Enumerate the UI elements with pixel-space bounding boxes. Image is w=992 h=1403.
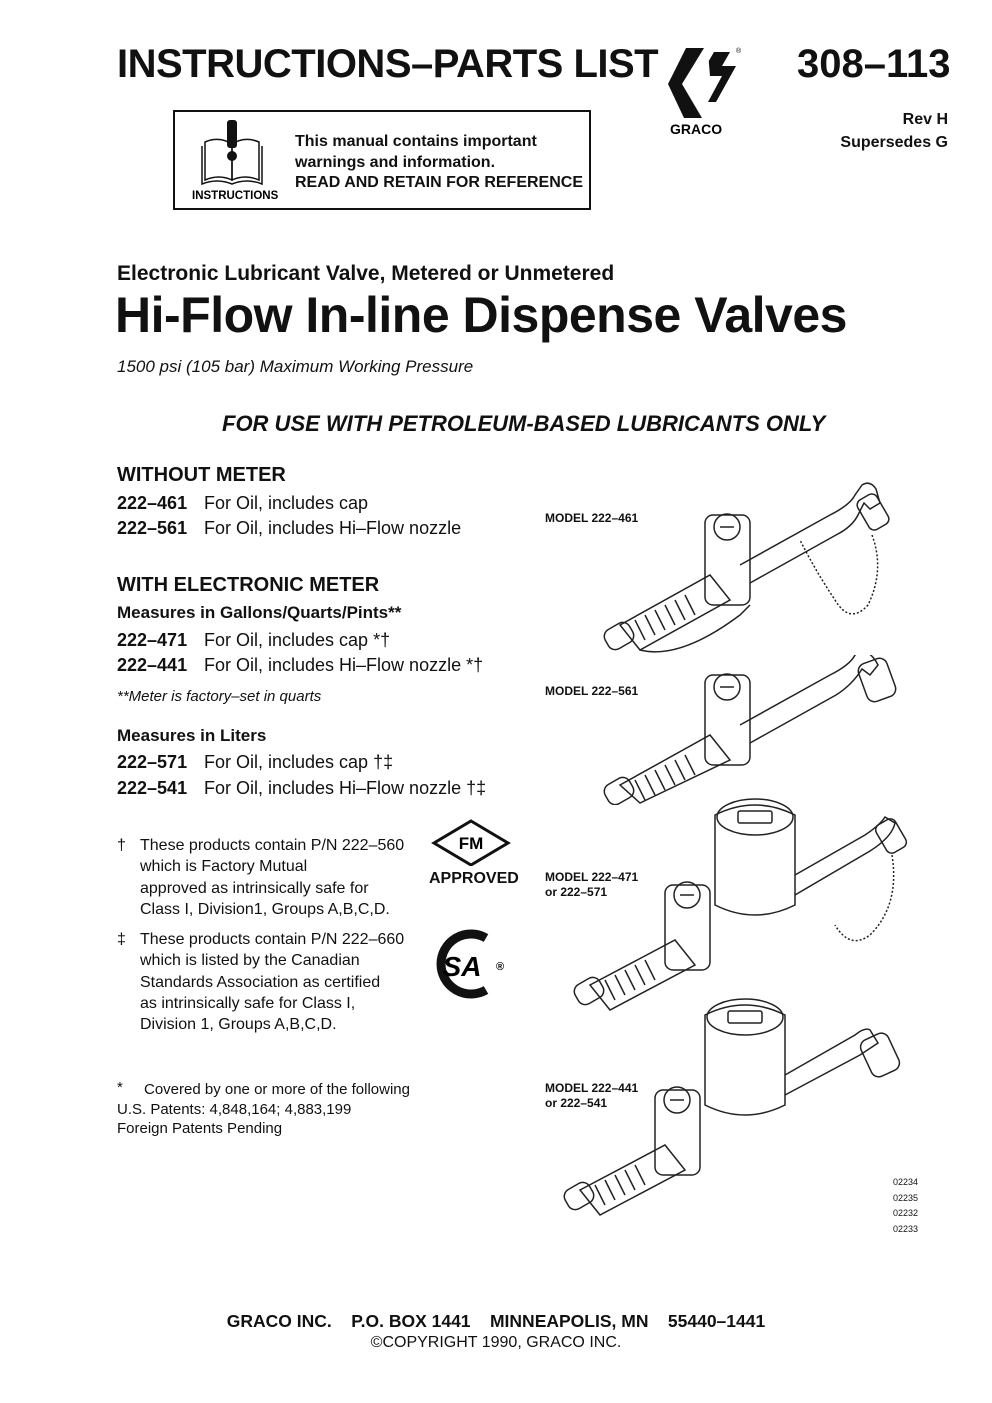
instructions-icon-label: INSTRUCTIONS bbox=[192, 190, 279, 202]
footnote-line: which is listed by the Canadian bbox=[140, 952, 360, 970]
max-pressure: 1500 psi (105 bar) Maximum Working Pressure bbox=[117, 357, 474, 376]
fm-footnote-text bbox=[140, 835, 404, 920]
footnote-line: as intrinsically safe for Class I, bbox=[140, 994, 356, 1012]
gallons-heading: Measures in Gallons/Quarts/Pints** bbox=[117, 603, 402, 622]
patent-line: Foreign Patents Pending bbox=[117, 1120, 283, 1137]
product-row bbox=[117, 778, 486, 799]
copyright-notice: ©COPYRIGHT 1990, GRACO INC. bbox=[370, 1334, 622, 1351]
document-title: INSTRUCTIONS–PARTS LIST bbox=[117, 42, 659, 86]
part-description: For Oil, includes cap *† bbox=[204, 630, 391, 650]
valve-illustration-222-471 bbox=[570, 795, 910, 1025]
part-description: For Oil, includes Hi–Flow nozzle bbox=[204, 518, 462, 538]
svg-text:SA: SA bbox=[442, 951, 482, 982]
csa-footnote-text bbox=[140, 929, 404, 1035]
graco-logo bbox=[664, 44, 744, 139]
footnote-line: which is Factory Mutual bbox=[140, 858, 308, 876]
model-label-line: or 222–541 bbox=[545, 1096, 608, 1110]
part-description: For Oil, includes cap †‡ bbox=[204, 752, 394, 772]
footnote-line: These products contain P/N 222–560 bbox=[140, 837, 405, 854]
graco-logo-text: GRACO bbox=[670, 121, 723, 137]
patent-asterisk: * bbox=[117, 1079, 123, 1096]
figure-number: 02235 bbox=[893, 1192, 919, 1203]
csa-footnote bbox=[117, 929, 417, 1039]
product-title: Hi-Flow In-line Dispense Valves bbox=[115, 287, 847, 343]
model-label-line: or 222–571 bbox=[545, 885, 608, 899]
model-label-line: MODEL 222–471 bbox=[545, 870, 639, 884]
part-number: 222–571 bbox=[117, 752, 188, 772]
registered-mark: ® bbox=[736, 48, 742, 55]
csa-logo-icon bbox=[436, 928, 506, 1000]
revision-label: Rev H bbox=[902, 111, 948, 128]
footnote-line: Division 1, Groups A,B,C,D. bbox=[140, 1016, 337, 1034]
figure-number: 02233 bbox=[893, 1223, 919, 1234]
part-number: 222–461 bbox=[117, 493, 188, 513]
footnote-line: Class I, Division1, Groups A,B,C,D. bbox=[140, 900, 390, 918]
dagger-symbol: † bbox=[117, 837, 126, 854]
footnote-line: Standards Association as certified bbox=[140, 973, 381, 991]
without-meter-heading: WITHOUT METER bbox=[117, 464, 286, 486]
part-number: 222–541 bbox=[117, 778, 188, 798]
valve-illustration-222-561 bbox=[600, 655, 900, 805]
footnote-line: These products contain P/N 222–660 bbox=[140, 931, 405, 948]
graco-logo-icon bbox=[664, 44, 744, 139]
fm-approved-label: APPROVED bbox=[429, 870, 519, 887]
figure-number: 02232 bbox=[893, 1208, 919, 1218]
product-row bbox=[117, 752, 393, 773]
part-number: 222–471 bbox=[117, 630, 188, 650]
part-description: For Oil, includes Hi–Flow nozzle †‡ bbox=[204, 778, 487, 798]
company-address: GRACO INC. P.O. BOX 1441 MINNEAPOLIS, MN 55440–1441 bbox=[226, 1311, 766, 1331]
double-dagger-symbol: ‡ bbox=[117, 931, 126, 948]
model-label: MODEL 222–461 bbox=[545, 511, 639, 525]
revision-block bbox=[840, 108, 948, 154]
footnote-line: approved as intrinsically safe for bbox=[140, 879, 369, 897]
usage-banner: FOR USE WITH PETROLEUM-BASED LUBRICANTS ONLY bbox=[222, 411, 826, 436]
product-row bbox=[117, 655, 483, 676]
valve-illustration-222-441 bbox=[560, 995, 920, 1235]
instructions-book-icon bbox=[189, 120, 279, 204]
supersedes-label: Supersedes G bbox=[840, 134, 948, 151]
csa-registered-mark: ® bbox=[496, 961, 505, 973]
figure-number: 02234 bbox=[893, 1177, 919, 1187]
warning-text bbox=[295, 132, 583, 194]
part-description: For Oil, includes cap bbox=[204, 493, 369, 513]
with-meter-heading: WITH ELECTRONIC METER bbox=[117, 574, 380, 596]
warning-line: warnings and information. bbox=[295, 153, 496, 171]
valve-illustration-222-461 bbox=[600, 475, 900, 665]
warning-line: READ AND RETAIN FOR REFERENCE bbox=[295, 174, 584, 191]
product-row bbox=[117, 630, 390, 651]
part-number: 222–441 bbox=[117, 655, 188, 675]
warning-line: This manual contains important bbox=[295, 133, 537, 150]
product-row bbox=[117, 493, 368, 514]
product-subtitle: Electronic Lubricant Valve, Metered or Unmetered bbox=[117, 262, 615, 285]
document-number: 308–113 bbox=[797, 42, 951, 86]
patent-line: U.S. Patents: 4,848,164; 4,883,199 bbox=[117, 1101, 352, 1118]
product-row bbox=[117, 518, 461, 539]
figure-numbers bbox=[893, 1175, 918, 1237]
meter-note: **Meter is factory–set in quarts bbox=[117, 688, 322, 705]
fm-footnote bbox=[117, 835, 417, 925]
patent-line: Covered by one or more of the following bbox=[144, 1081, 410, 1098]
warning-box bbox=[173, 110, 591, 210]
part-number: 222–561 bbox=[117, 518, 188, 538]
model-label-line: MODEL 222–441 bbox=[545, 1081, 639, 1095]
model-label: MODEL 222–561 bbox=[545, 684, 639, 698]
liters-heading: Measures in Liters bbox=[117, 726, 267, 745]
part-description: For Oil, includes Hi–Flow nozzle *† bbox=[204, 655, 484, 675]
fm-badge-text: FM bbox=[458, 834, 484, 853]
fm-approved-badge bbox=[430, 818, 512, 866]
